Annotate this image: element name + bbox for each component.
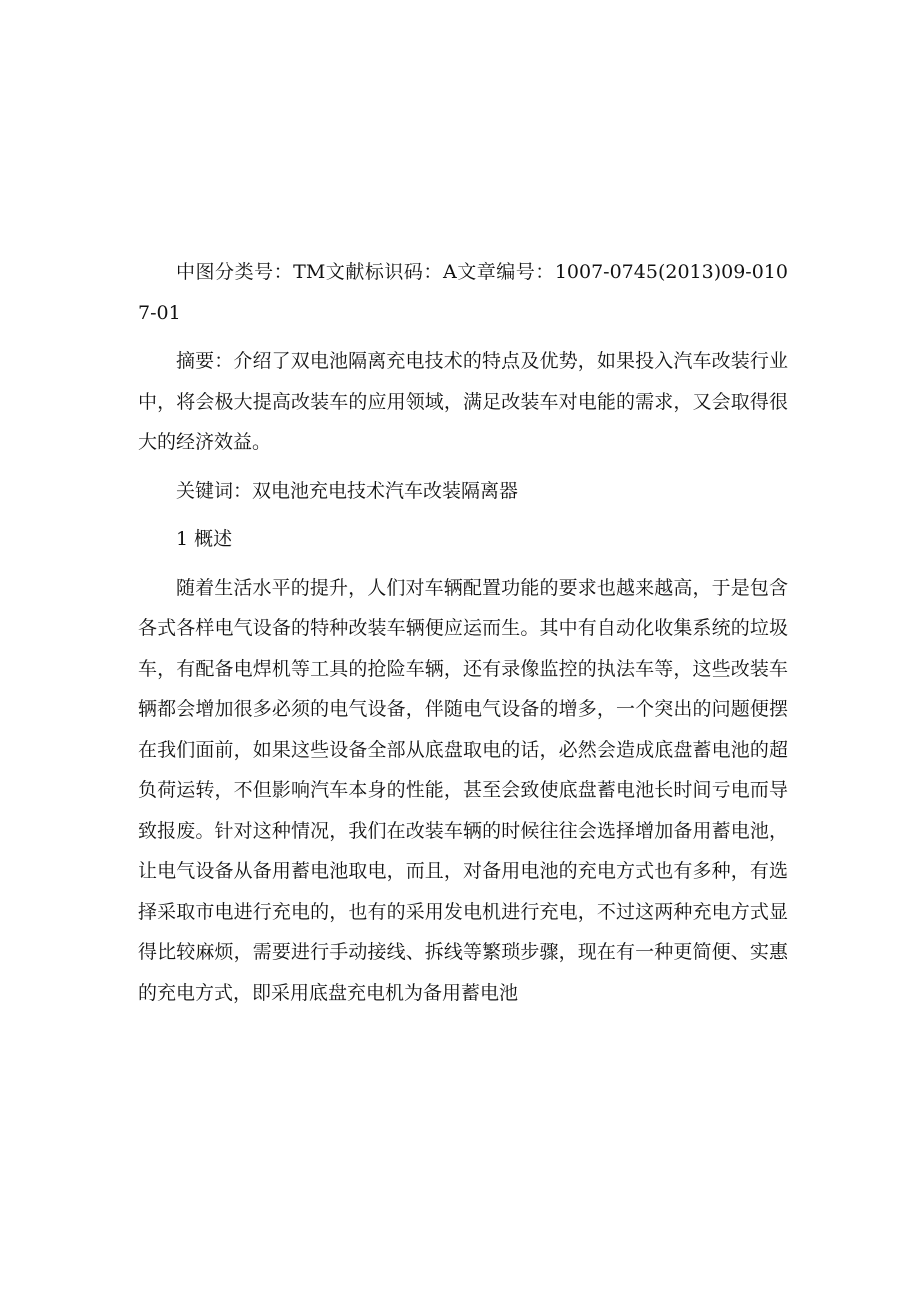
document-body (138, 252, 788, 1013)
spacer (138, 333, 788, 341)
body-paragraph: 随着生活水平的提升，人们对车辆配置功能的要求也越来越高，于是包含各式各样电气设备的特种改装车辆便应运而生。其中有自动化收集系统的垃圾车，有配备电焊机等工具的抢险车辆，还有录像监控的执法车等，这些改装车辆都会增加很多必须的电气设备，伴随电气设备的增多，一个突出的问题便摆在我们面前，如果这些设备全部从底盘取电的话，必然会造成底盘蓄电池的超负荷运转，不但影响汽车本身的性能，甚至会致使底盘蓄电池长时间亏电而导致报废。针对这种情况，我们在改装车辆的时候往往会选择增加备用蓄电池，让电气设备从备用蓄电池取电，而且，对备用电池的充电方式也有多种，有选择采取市电进行充电的，也有的采用发电机进行充电，不过这两种充电方式显得比较麻烦，需要进行手动接线、拆线等繁琐步骤，现在有一种更简便、实惠的充电方式，即采用底盘充电机为备用蓄电池 (138, 576, 788, 1004)
abstract-paragraph: 摘要：介绍了双电池隔离充电技术的特点及优势，如果投入汽车改装行业中，将会极大提高改装车的应用领域，满足改装车对电能的需求，又会取得很大的经济效益。 (138, 350, 788, 453)
classification-line: 中图分类号：TM文献标识码：A文章编号：1007-0745(2013)09-0107-01 (138, 261, 788, 324)
spacer (138, 463, 788, 471)
spacer (138, 560, 788, 568)
spacer (138, 511, 788, 519)
keywords-line: 关键词：双电池充电技术汽车改装隔离器 (176, 479, 519, 502)
section-heading: 1 概述 (176, 528, 233, 550)
